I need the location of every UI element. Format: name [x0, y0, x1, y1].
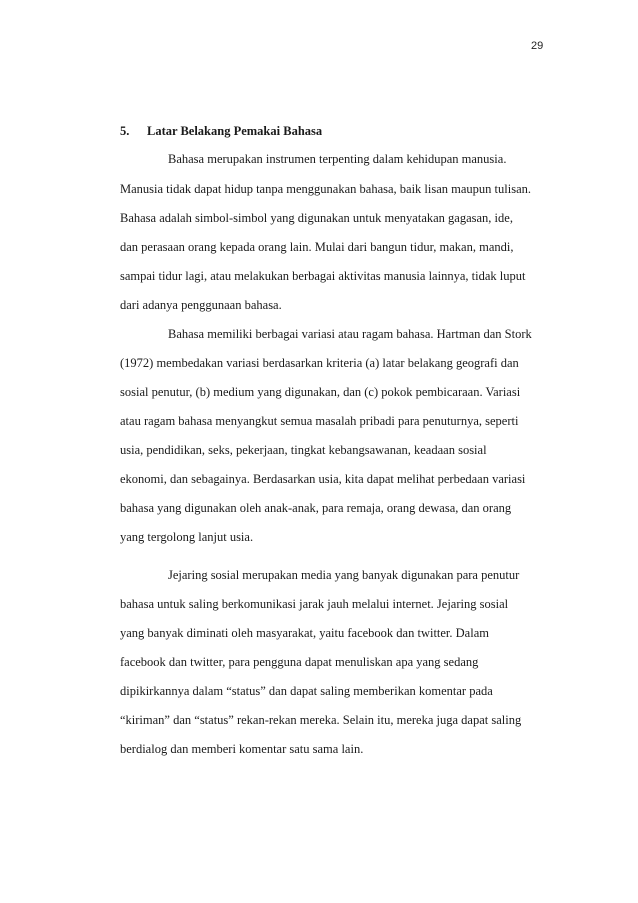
text-line: atau ragam bahasa menyangkut semua masalah pribadi para penuturnya, seperti [120, 414, 519, 428]
text-line: Bahasa memiliki berbagai variasi atau ragam bahasa. Hartman dan Stork [168, 327, 532, 341]
section-title: Latar Belakang Pemakai Bahasa [147, 124, 323, 138]
text-line: Jejaring sosial merupakan media yang banyak digunakan para penutur [168, 568, 520, 582]
section-heading [120, 124, 322, 139]
text-line: berdialog dan memberi komentar satu sama lain. [120, 742, 364, 756]
text-line: dari adanya penggunaan bahasa. [120, 298, 282, 312]
text-line: (1972) membedakan variasi berdasarkan kriteria (a) latar belakang geografi dan [120, 356, 519, 370]
section-number: 5. [120, 124, 130, 138]
text-line: bahasa yang digunakan oleh anak-anak, para remaja, orang dewasa, dan orang [120, 501, 512, 515]
page-number: 29 [531, 40, 544, 52]
text-line: yang tergolong lanjut usia. [120, 530, 254, 544]
text-line: “kiriman” dan “status” rekan-rekan mereka. Selain itu, mereka juga dapat saling [120, 713, 522, 727]
text-line: Manusia tidak dapat hidup tanpa menggunakan bahasa, baik lisan maupun tulisan. [120, 182, 532, 196]
text-line: Bahasa adalah simbol-simbol yang digunakan untuk menyatakan gagasan, ide, [120, 211, 513, 225]
text-line: dipikirkannya dalam “status” dan dapat saling memberikan komentar pada [120, 684, 493, 698]
text-line: usia, pendidikan, seks, pekerjaan, tingkat kebangsawanan, keadaan sosial [120, 443, 487, 457]
text-line: bahasa untuk saling berkomunikasi jarak jauh melalui internet. Jejaring sosial [120, 597, 509, 611]
text-line: dan perasaan orang kepada orang lain. Mulai dari bangun tidur, makan, mandi, [120, 240, 514, 254]
text-line: yang banyak diminati oleh masyarakat, yaitu facebook dan twitter. Dalam [120, 626, 489, 640]
text-line: sosial penutur, (b) medium yang digunakan, dan (c) pokok pembicaraan. Variasi [120, 385, 521, 399]
text-line: facebook dan twitter, para pengguna dapat menuliskan apa yang sedang [120, 655, 479, 669]
text-line: ekonomi, dan sebagainya. Berdasarkan usia, kita dapat melihat perbedaan variasi [120, 472, 526, 486]
text-line: Bahasa merupakan instrumen terpenting dalam kehidupan manusia. [168, 152, 507, 166]
text-line: sampai tidur lagi, atau melakukan berbagai aktivitas manusia lainnya, tidak luput [120, 269, 526, 283]
